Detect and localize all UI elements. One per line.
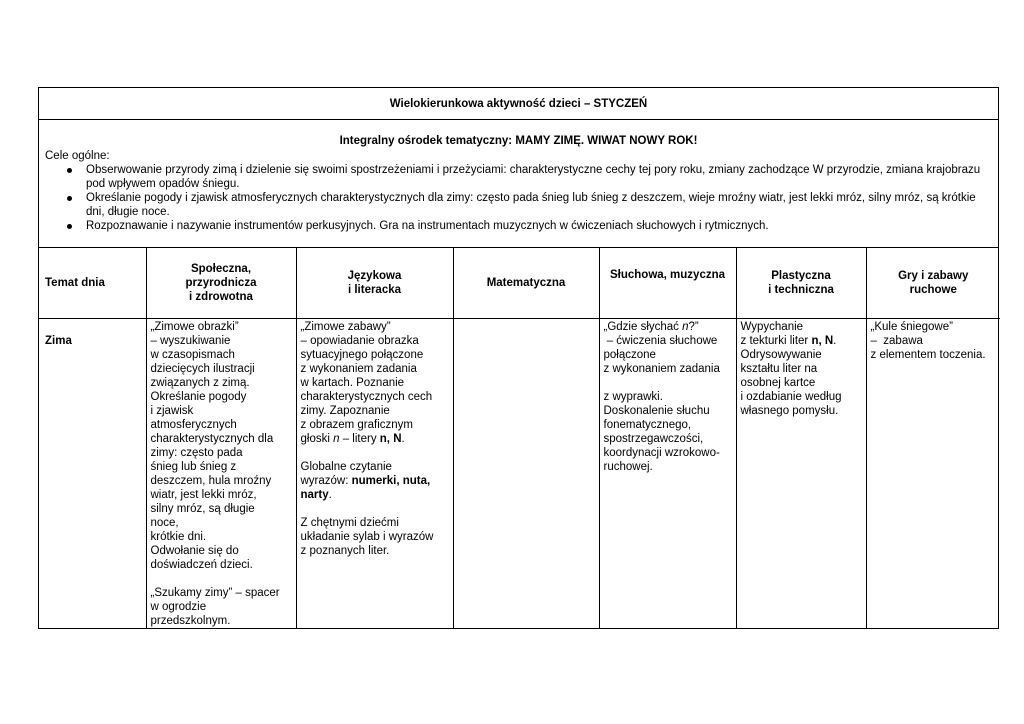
header-social: Społeczna, przyrodnicza i zdrowotna — [146, 248, 296, 318]
header-music: Słuchowa, muzyczna — [599, 248, 736, 318]
general-goals-section — [39, 120, 998, 248]
bullet-icon — [67, 168, 72, 173]
cell-math — [453, 318, 599, 628]
goal-item: Obserwowanie przyrody zimą i dzielenie się swoimi spostrzeżeniami i przeżyciami: charakterystyczne cechy tej pory roku, zmiany zachodzące W przyrodzie, zmiana krajobrazu pod wpływem opadów śniegu. — [45, 163, 992, 191]
header-language: Językowa i literacka — [296, 248, 453, 318]
spacer — [301, 446, 449, 460]
goal-item: Określanie pogody i zjawisk atmosferycznych charakterystycznych dla zimy: często pada śnieg lub śnieg z deszczem, wieje mroźny wiatr, jest lekki mróz, silny mróz, są krótkie dni, długie noce. — [45, 191, 992, 219]
spacer — [151, 572, 292, 586]
thematic-center-title: Integralny ośrodek tematyczny: MAMY ZIMĘ. WIWAT NOWY ROK! — [339, 135, 698, 147]
bullet-icon — [67, 224, 72, 229]
bullet-icon — [67, 196, 72, 201]
cell-art: Wypychanie z tekturki liter n, N. Odrysowywanie kształtu liter na osobnej kartce i ozdabianie według własnego pomysłu. — [736, 318, 866, 628]
document-title: Wielokierunkowa aktywność dzieci – STYCZEŃ — [39, 88, 998, 120]
header-day: Temat dnia — [39, 248, 146, 318]
cell-games: „Kule śniegowe” – zabawa z elementem toczenia. — [866, 318, 1000, 628]
cell-social: „Zimowe obrazki” – wyszukiwanie w czasopismach dziecięcych ilustracji związanych z zimą. Określanie pogody i zjawisk atmosferycznych charakterystycznych dla zimy: często pada śnieg lub śnieg z deszczem, hula mroźny wiatr, jest lekki mróz, silny mróz, są długie noce, krótkie dni. Odwołanie się do doświadczeń dzieci. „Szukamy zimy” – spacer w ogrodzie przedszkolnym. — [146, 318, 296, 628]
header-art: Plastyczna i techniczna — [736, 248, 866, 318]
spacer — [604, 376, 732, 390]
goal-item: Rozpoznawanie i nazywanie instrumentów perkusyjnych. Gra na instrumentach muzycznych w ćwiczeniach słuchowych i rytmicznych. — [45, 219, 992, 233]
table-header-row — [39, 248, 1000, 318]
table-row — [39, 318, 1000, 628]
lesson-plan-document — [38, 87, 999, 629]
header-math: Matematyczna — [453, 248, 599, 318]
cell-language: „Zimowe zabawy” – opowiadanie obrazka sytuacyjnego połączone z wykonaniem zadania w kartach. Poznanie charakterystycznych cech zimy. Zapoznanie z obrazem graficznym głoski n – litery n, N. Globalne czytanie wyrazów: numerki, nuta, narty. Z chętnymi dziećmi układanie sylab i wyrazów z poznanych liter. — [296, 318, 453, 628]
cell-music: „Gdzie słychać n?” – ćwiczenia słuchowe połączone z wykonaniem zadania z wyprawki. Doskonalenie słuchu fonematycznego, spostrzegawczości, koordynacji wzrokowo- ruchowej. — [599, 318, 736, 628]
spacer — [301, 502, 449, 516]
header-games: Gry i zabawy ruchowe — [866, 248, 1000, 318]
cell-day: Zima — [45, 334, 72, 347]
goals-label: Cele ogólne: — [45, 150, 110, 162]
goals-list — [45, 163, 992, 233]
activities-table — [39, 248, 1000, 628]
